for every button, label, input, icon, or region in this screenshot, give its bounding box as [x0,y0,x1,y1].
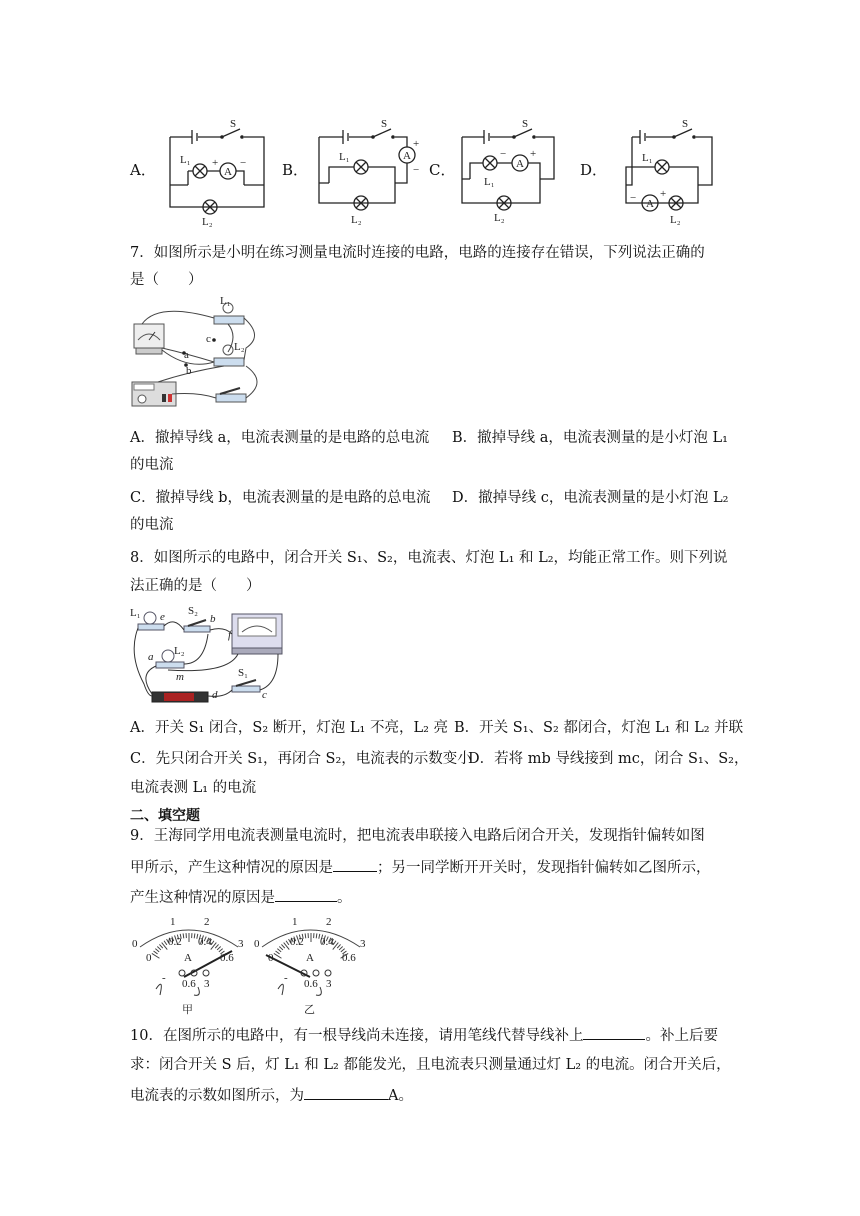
yi-bot-0: 0 [268,952,274,964]
q7-option-c[interactable]: C．撤掉导线 b，电流表测量的是电路的总电流 [130,490,431,506]
q8-label-a: a [148,651,154,663]
q8-option-d[interactable]: D．若将 mb 导线接到 mc，闭合 S₁、S₂， [468,751,749,767]
yi-term-06: 0.6 [304,978,318,990]
q7-label-c: c [206,333,211,345]
yi-top-0: 0 [254,938,260,950]
q8-label-l1: L₁ [130,607,141,619]
q10-line3 [130,1085,413,1106]
q8-label-m: m [176,671,184,683]
jia-bot-04: 0.4 [198,936,212,948]
q9-line3-text-a: 产生这种情况的原因是 [130,890,275,906]
ammeter-dial-jia [128,915,248,1015]
label-plus: + [660,188,667,200]
q6-option-b-label[interactable]: B． [282,161,309,179]
dial-tick [159,944,162,948]
q7-label-b: b [186,365,192,377]
dial-tick [154,951,158,954]
q7-label-l1: L₁ [220,295,231,307]
jia-top-3: 3 [238,938,244,950]
jia-top-1: 1 [170,916,176,928]
jia-bot-02: 0.2 [168,936,182,948]
q7-option-d[interactable]: D．撤掉导线 c，电流表测量的是小灯泡 L₂ [452,490,729,506]
q7-option-b[interactable]: B．撤掉导线 a，电流表测量的是小灯泡 L₁ [452,430,728,446]
q10-line2: 求：闭合开关 S 后，灯 L₁ 和 L₂ 都能发光，且电流表只测量通过灯 L₂ 的电流。闭合开关后， [130,1057,731,1073]
q8-label-f: f [228,629,232,641]
yi-bot-02: 0.2 [290,936,304,948]
q8-stem-line1: 8．如图所示的电路中，闭合开关 S₁、S₂，电流表、灯泡 L₁ 和 L₂，均能正常工作。则下列说 [130,550,728,566]
label-ammeter: A [516,158,524,170]
dial-tick [339,946,343,949]
dial-tick [155,949,159,952]
label-ammeter: A [646,198,654,210]
label-s: S [381,118,388,130]
yi-caption: 乙 [304,1004,315,1016]
jia-bot-0: 0 [146,952,152,964]
yi-unit: A [306,952,314,964]
yi-term-3: 3 [326,978,332,990]
label-plus: + [530,148,537,160]
q9-answer-blank-1[interactable] [333,857,377,872]
label-l2: L₂ [670,214,681,226]
label-minus: − [240,157,247,169]
dial-tick [316,933,317,938]
q8-option-c[interactable]: C．先只闭合开关 S₁，再闭合 S₂，电流表的示数变小 [130,751,472,767]
label-l2: L₂ [202,216,213,228]
q7-option-d-cont: 的电流 [130,517,174,533]
q8-label-e: e [160,611,165,623]
jia-top-2: 2 [204,916,210,928]
yi-term-minus: - [284,972,288,984]
jia-term-3: 3 [204,978,210,990]
q7-stem-line2: 是（ ） [130,272,203,288]
jia-top-0: 0 [132,938,138,950]
label-l1: L₁ [180,154,191,166]
label-minus: − [500,148,507,160]
ammeter-dial-yi [250,915,370,1015]
dial-tick [277,949,281,952]
q10-line3-text-b: A。 [388,1088,413,1104]
dial-tick [157,946,161,949]
q7-option-a[interactable]: A．撤掉导线 a，电流表测量的是电路的总电流 [130,430,430,446]
label-l1: L₁ [339,151,350,163]
label-minus: − [413,164,420,176]
q8-label-s1: S₁ [238,667,248,679]
label-l2: L₂ [494,212,505,224]
q8-option-a[interactable]: A．开关 S₁ 闭合，S₂ 断开，灯泡 L₁ 不亮，L₂ 亮 [130,720,449,736]
yi-top-3: 3 [360,938,366,950]
q8-label-c: c [262,689,267,701]
q9-answer-blank-2[interactable] [275,887,337,902]
jia-term-minus: - [162,972,166,984]
q7-label-a: a [184,349,189,361]
label-l2: L₂ [351,214,362,226]
q10-line1 [130,1025,718,1046]
q10-line1-text-b: 。补上后要 [645,1028,718,1044]
q9-line2-text-b: ；另一同学断开开关时，发现指针偏转如乙图所示， [377,860,711,876]
dial-tick [276,951,280,954]
circuit-diagram-d [612,115,722,225]
yi-bot-06: 0.6 [342,952,356,964]
q9-line3-text-b: 。 [337,890,352,906]
yi-top-1: 1 [292,916,298,928]
q10-answer-blank-2[interactable] [304,1085,388,1100]
dial-tick [152,953,160,958]
jia-term-06: 0.6 [182,978,196,990]
q7-option-b-cont: 的电流 [130,457,174,473]
label-s: S [682,118,689,130]
q8-label-l2: L₂ [174,645,185,657]
dial-tick [194,933,195,938]
label-ammeter: A [224,166,232,178]
dial-tick [274,953,282,958]
label-l1: L₁ [484,176,495,188]
q7-circuit-figure [128,296,268,416]
q8-label-b: b [210,613,216,625]
circuit-diagram-c [458,115,568,225]
q9-line2-text-a: 甲所示，产生这种情况的原因是 [130,860,333,876]
q6-option-c-label[interactable]: C． [429,161,456,179]
jia-unit: A [184,952,192,964]
q8-stem-line2: 法正确的是（ ） [130,578,261,594]
dial-tick [217,946,221,949]
q9-line1: 9．王海同学用电流表测量电流时，把电流表串联接入电路后闭合开关，发现指针偏转如图 [130,828,705,844]
q8-option-b[interactable]: B．开关 S₁、S₂ 都闭合，灯泡 L₁ 和 L₂ 并联 [454,720,744,736]
label-plus: + [413,138,420,150]
label-minus: − [630,192,637,204]
dial-tick [281,944,284,948]
dial-tick [337,944,340,948]
dial-tick [215,944,218,948]
yi-bot-04: 0.4 [320,936,334,948]
label-s: S [230,118,237,130]
dial-tick [279,946,283,949]
q7-label-l2: L₂ [234,341,245,353]
dial-tick [164,941,167,945]
dial-tick [183,933,184,938]
q6-option-a-label[interactable]: A． [130,161,156,179]
circuit-diagram-b [315,115,425,225]
q8-label-d: d [212,689,218,701]
label-ammeter: A [403,150,411,162]
label-s: S [522,118,529,130]
q10-answer-blank-1[interactable] [583,1025,645,1040]
q7-stem-line1: 7．如图所示是小明在练习测量电流时连接的电路，电路的连接存在错误，下列说法正确的 [130,245,705,261]
q10-line3-text-a: 电流表的示数如图所示，为 [130,1088,304,1104]
jia-caption: 甲 [182,1004,193,1016]
label-plus: + [212,157,219,169]
dial-tick [286,941,289,945]
q9-line2 [130,857,711,878]
dial-tick [305,933,306,938]
jia-bot-06: 0.6 [220,952,234,964]
circuit-diagram-a [160,115,270,228]
q10-line1-text-a: 10．在图所示的电路中，有一根导线尚未连接，请用笔线代替导线补上 [130,1028,584,1044]
q8-circuit-figure [128,604,288,708]
label-l1: L₁ [642,152,653,164]
section-title-fill-in: 二、填空题 [130,808,200,824]
q9-line3 [130,887,352,908]
q8-label-s2: S₂ [188,605,198,617]
q8-option-d-cont: 电流表测 L₁ 的电流 [130,780,257,796]
q6-option-d-label[interactable]: D． [580,161,608,179]
yi-top-2: 2 [326,916,332,928]
